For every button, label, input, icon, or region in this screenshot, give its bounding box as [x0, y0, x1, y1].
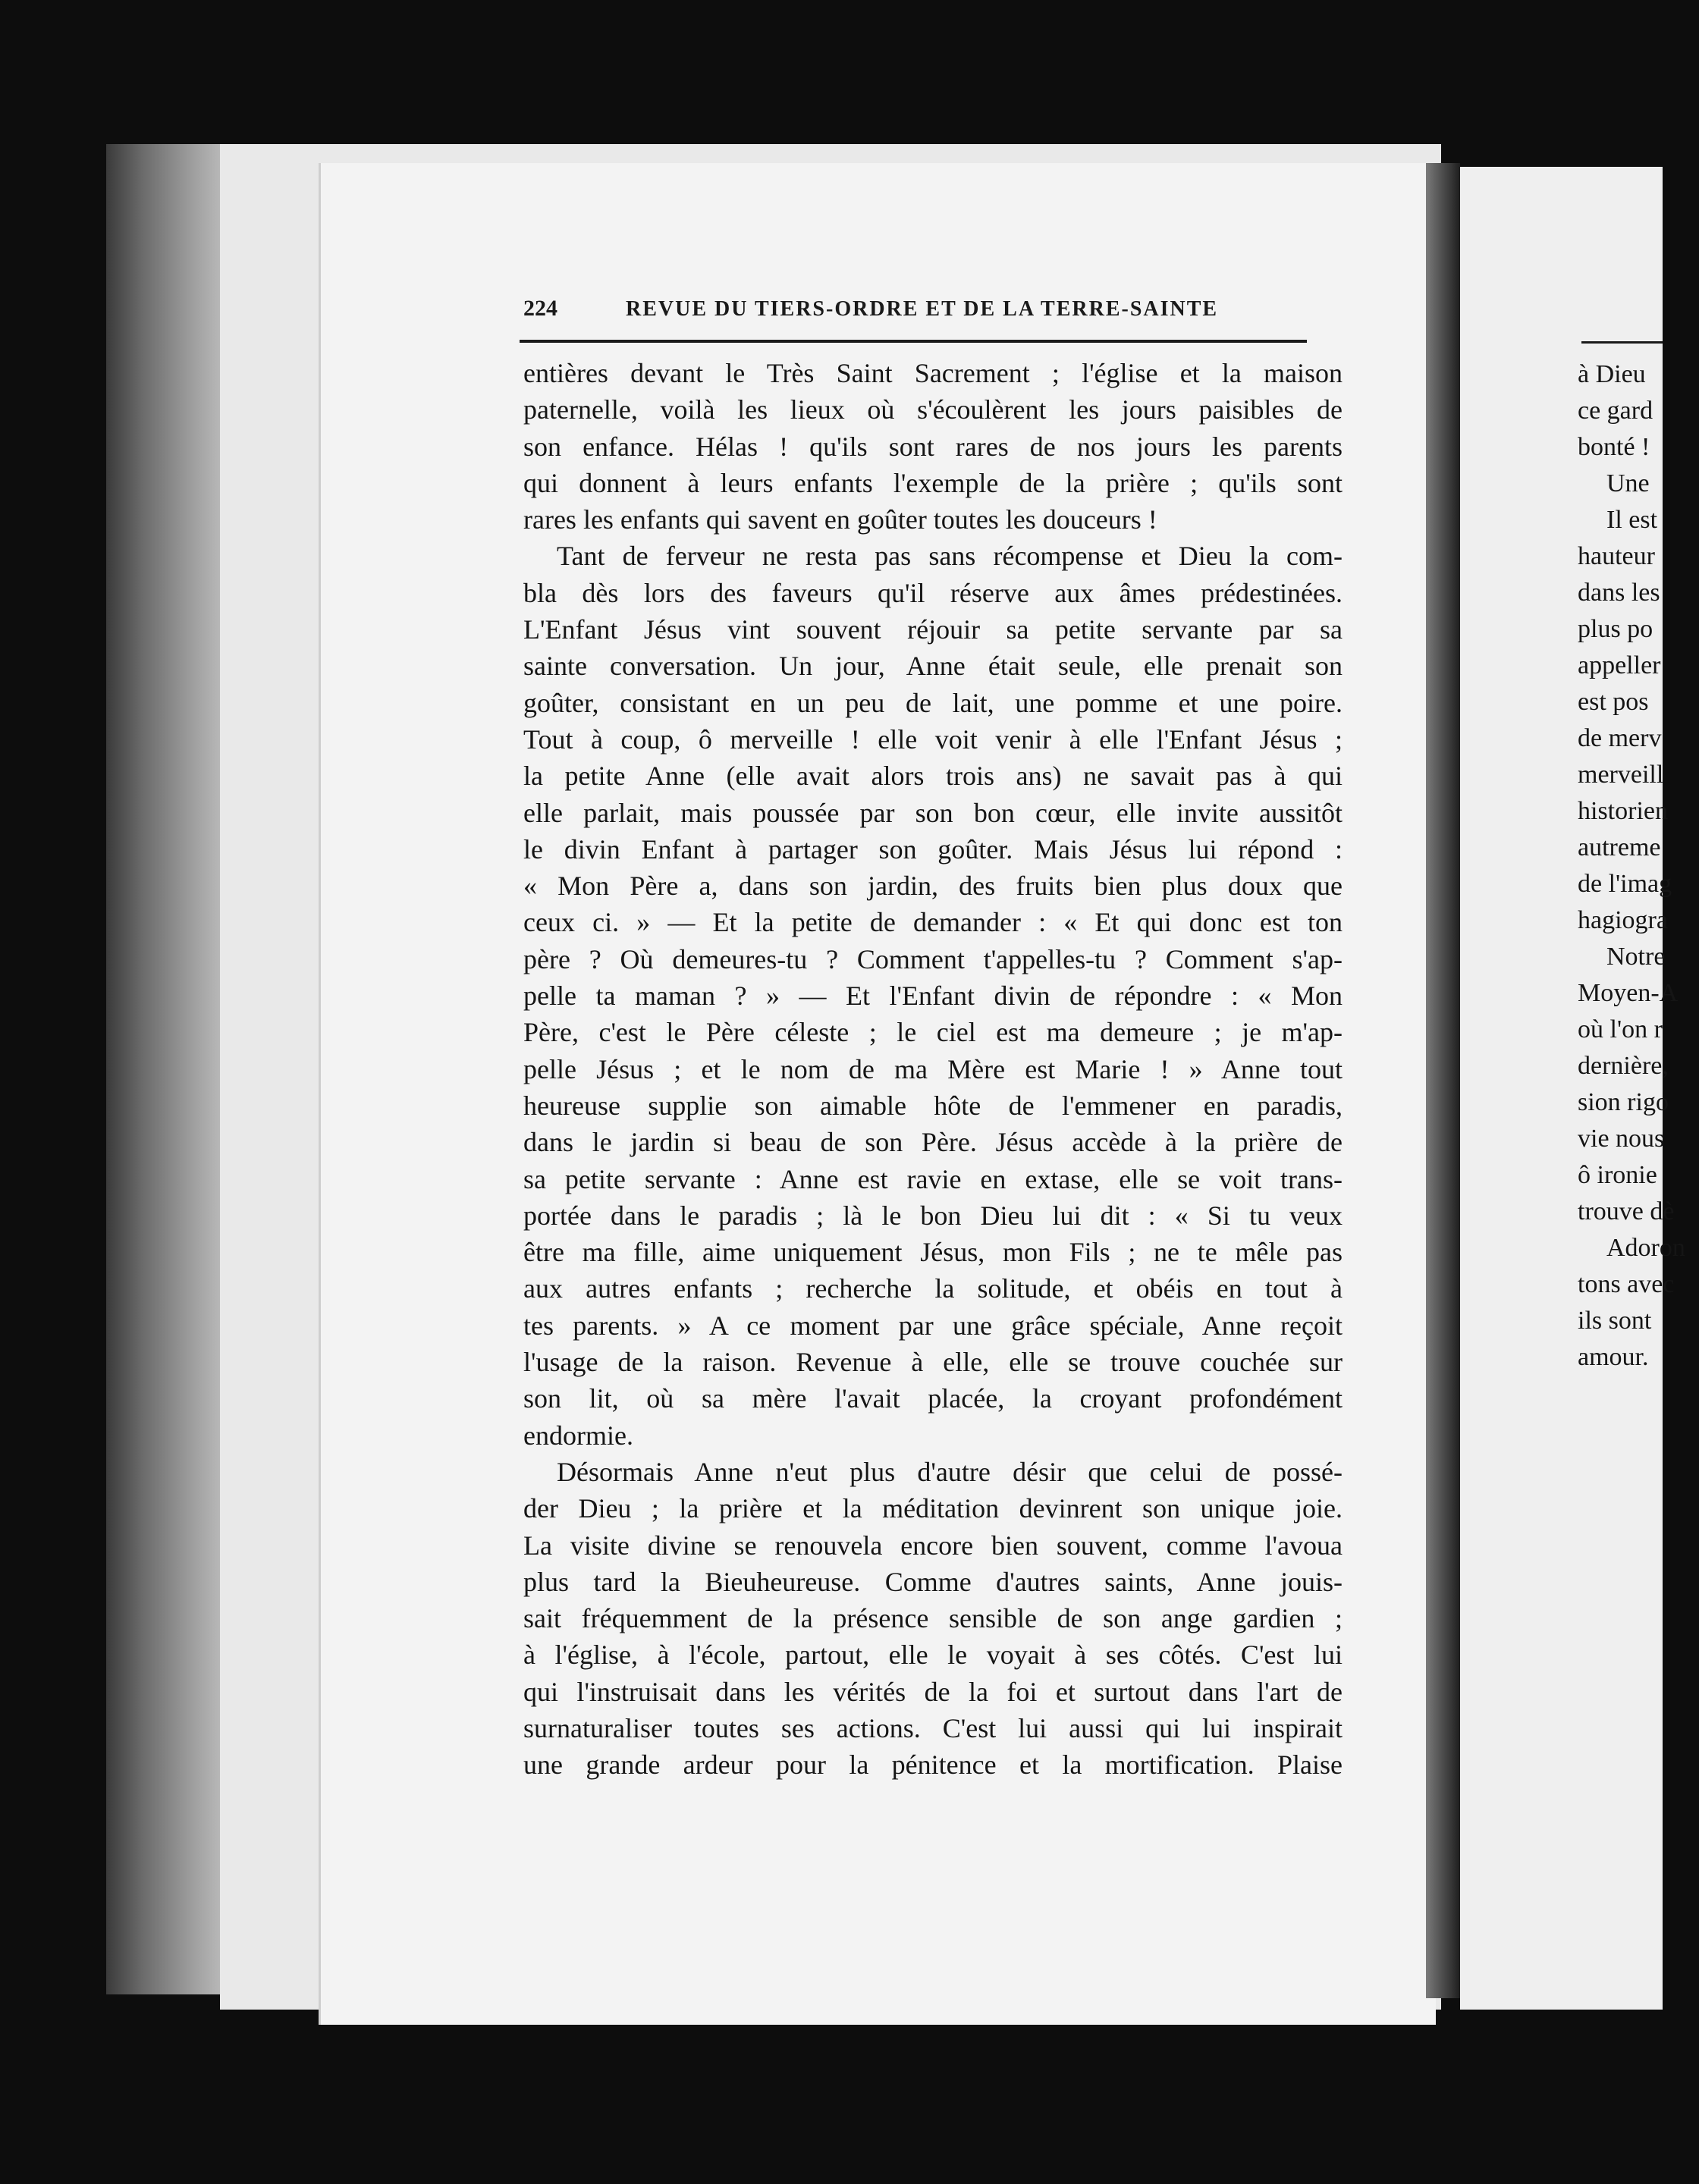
right-page-rule [1581, 341, 1663, 344]
text-line: endormie. [523, 1420, 633, 1451]
right-page-line: Moyen-A [1578, 979, 1679, 1007]
text-line: « Mon Père a, dans son jardin, des fruits bien plus doux que [523, 871, 1343, 902]
text-line: tes parents. » A ce moment par une grâce spéciale, Anne reçoit [523, 1310, 1343, 1341]
text-line: le divin Enfant à partager son goûter. Mais Jésus lui répond : [523, 833, 1343, 864]
text-line: der Dieu ; la prière et la méditation devinrent son unique joie. [523, 1493, 1343, 1524]
text-line: qui donnent à leurs enfants l'exemple de la prière ; qu'ils sont [523, 467, 1343, 498]
text-line: à l'église, à l'école, partout, elle le voyait à ses côtés. C'est lui [523, 1640, 1343, 1671]
text-line: Tout à coup, ô merveille ! elle voit venir à elle l'Enfant Jésus ; [523, 723, 1343, 755]
text-line: sainte conversation. Un jour, Anne était seule, elle prenait son [523, 651, 1343, 682]
right-page-line: dans les [1578, 579, 1660, 607]
text-line: son lit, où sa mère l'avait placée, la croyant profondément [523, 1383, 1343, 1414]
text-line: paternelle, voilà les lieux où s'écoulèrent les jours paisibles de [523, 394, 1343, 425]
text-line: heureuse supplie son aimable hôte de l'emmener en paradis, [523, 1090, 1343, 1121]
text-line: aux autres enfants ; recherche la solitude, et obéis en tout à [523, 1273, 1343, 1304]
running-title: REVUE DU TIERS-ORDRE ET DE LA TERRE-SAINTE [626, 297, 1219, 321]
right-page-line: de merv [1578, 724, 1662, 752]
text-line: une grande ardeur pour la pénitence et la mortification. Plaise [523, 1749, 1343, 1781]
right-page-line: historien [1578, 797, 1668, 825]
text-line: La visite divine se renouvela encore bien souvent, comme l'avoua [523, 1530, 1343, 1561]
right-page-line: de l'imag [1578, 870, 1672, 898]
text-line: elle parlait, mais poussée par son bon cœur, elle invite aussitôt [523, 797, 1343, 828]
text-line: rares les enfants qui savent en goûter toutes les douceurs ! [523, 504, 1157, 535]
text-line: père ? Où demeures-tu ? Comment t'appelles-tu ? Comment s'ap- [523, 943, 1343, 974]
right-page-line: hagiogra [1578, 906, 1668, 934]
right-page-line: autreme [1578, 833, 1661, 861]
right-page-line: à Dieu [1578, 360, 1646, 388]
book-gutter [1426, 163, 1460, 1998]
right-page-line: merveill [1578, 761, 1664, 789]
text-line: pelle ta maman ? » — Et l'Enfant divin de répondre : « Mon [523, 981, 1343, 1012]
right-page-line: Il est [1606, 506, 1658, 534]
right-page-line: tons avec [1578, 1270, 1675, 1298]
running-head [523, 296, 1305, 341]
text-line: portée dans le paradis ; là le bon Dieu lui dit : « Si tu veux [523, 1200, 1343, 1231]
text-line: Désormais Anne n'eut plus d'autre désir que celui de possé- [557, 1456, 1343, 1487]
right-page-text [1578, 356, 1699, 1376]
right-page-line: sion rigo [1578, 1088, 1669, 1116]
right-page-line: amour. [1578, 1343, 1649, 1371]
text-line: la petite Anne (elle avait alors trois ans) ne savait pas à qui [523, 761, 1343, 792]
right-page-line: Adoron [1606, 1234, 1685, 1262]
right-page-line: ce gard [1578, 397, 1653, 425]
right-page-line: appeller [1578, 651, 1661, 679]
text-line: être ma fille, aime uniquement Jésus, mon Fils ; ne te mêle pas [523, 1237, 1343, 1268]
right-page-line: vie nous [1578, 1125, 1665, 1153]
text-line: L'Enfant Jésus vint souvent réjouir sa petite servante par sa [523, 614, 1343, 645]
text-line: dans le jardin si beau de son Père. Jésus accède à la prière de [523, 1127, 1343, 1158]
text-line: sa petite servante : Anne est ravie en extase, elle se voit trans- [523, 1163, 1343, 1194]
right-page-line: est pos [1578, 688, 1649, 716]
page-number: 224 [523, 296, 557, 321]
text-line: surnaturaliser toutes ses actions. C'est lui aussi qui lui inspirait [523, 1712, 1343, 1743]
right-page-line: Une [1606, 469, 1650, 497]
header-rule [520, 340, 1307, 343]
right-page-line: hauteur [1578, 542, 1655, 570]
text-line: pelle Jésus ; et le nom de ma Mère est Marie ! » Anne tout [523, 1053, 1343, 1084]
right-page-line: ô ironie [1578, 1161, 1657, 1189]
text-line: l'usage de la raison. Revenue à elle, elle se trouve couchée sur [523, 1347, 1343, 1378]
text-line: Père, c'est le Père céleste ; le ciel est ma demeure ; je m'ap- [523, 1017, 1343, 1048]
text-line: entières devant le Très Saint Sacrement ; l'église et la maison [523, 358, 1343, 388]
body-text [523, 355, 1343, 1784]
right-page-line: où l'on r [1578, 1015, 1663, 1043]
right-page-line: trouve dè [1578, 1197, 1675, 1225]
text-line: bla dès lors des faveurs qu'il réserve aux âmes prédestinées. [523, 577, 1343, 608]
right-page-line: plus po [1578, 615, 1653, 643]
text-line: Tant de ferveur ne resta pas sans récompense et Dieu la com- [557, 541, 1343, 572]
text-line: goûter, consistant en un peu de lait, une pomme et une poire. [523, 687, 1343, 718]
text-line: son enfance. Hélas ! qu'ils sont rares de nos jours les parents [523, 431, 1343, 462]
right-page-line: bonté ! [1578, 433, 1650, 461]
text-line: ceux ci. » — Et la petite de demander : « Et qui donc est ton [523, 907, 1343, 938]
text-line: sait fréquemment de la présence sensible de son ange gardien ; [523, 1603, 1343, 1634]
text-line: plus tard la Bieuheureuse. Comme d'autres saints, Anne jouis- [523, 1566, 1343, 1597]
text-line: qui l'instruisait dans les vérités de la foi et surtout dans l'art de [523, 1676, 1343, 1707]
right-page-line: dernière, [1578, 1052, 1669, 1080]
right-page-line: ils sont [1578, 1307, 1652, 1335]
right-page-line: Notre [1606, 943, 1666, 971]
